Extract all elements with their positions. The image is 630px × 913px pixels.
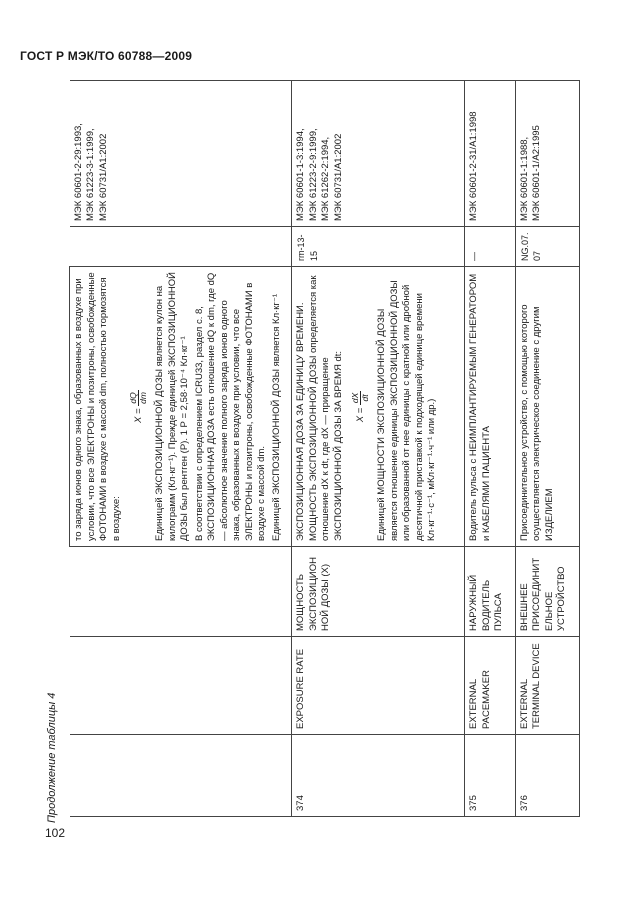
standard-ref: МЭК 60731/А1:2002 <box>97 133 109 221</box>
standard-ref: МЭК 60601-2-29:1993, <box>72 123 84 221</box>
formula-denominator: dm <box>138 392 148 404</box>
formula <box>351 272 370 541</box>
formula-denominator: dt <box>360 394 371 402</box>
definition-paragraph: В соответствии с определением ICRU33, раздел с. 8, ЭКСПОЗИЦИОННАЯ ДОЗА есть отношение dQ к dm, где dQ — абсолютное значение полного заряда ионов одного знака, образованных в воздухе при условии, что все ЭЛЕКТРОНЫ и позитроны, освобожденные ФОТОНАМИ в воздухе с массой dm. <box>193 272 267 541</box>
standard-ref: МЭК 61223-2-9:1999, <box>307 128 319 221</box>
term-definition <box>292 267 465 547</box>
standard-ref: МЭК 60601-2-31/А1:1998 <box>468 111 480 221</box>
term-reference: — <box>465 227 516 267</box>
term-standards <box>465 81 516 227</box>
terms-table <box>69 80 580 817</box>
term-definition <box>70 267 292 547</box>
term-reference: rm-13-15 <box>292 227 465 267</box>
document-header: ГОСТ Р МЭК/ТО 60788—2009 <box>20 49 193 63</box>
term-reference <box>70 227 292 267</box>
standard-ref: МЭК 60601-1:1988, <box>518 136 530 221</box>
table-row <box>70 81 292 817</box>
term-english <box>70 637 292 735</box>
formula-numerator: dQ <box>129 390 139 406</box>
definition-paragraph: Единицей ЭКСПОЗИЦИОННОЙ ДОЗЫ является кулон на килограмм (Кл·кг⁻¹). Прежде единицей ЭКСПОЗИЦИОННОЙ ДОЗЫ был рентген (Р). 1 Р = 2,58·10⁻⁴ Кл·кг⁻¹ <box>154 271 190 541</box>
standard-ref: МЭК 60601-1/А2:1995 <box>531 125 543 221</box>
standard-ref: МЭК 61262-2:1994, <box>320 136 332 221</box>
definition-paragraph: Единицей ЭКСПОЗИЦИОННОЙ ДОЗЫ является Кл·кг⁻¹ <box>270 293 282 541</box>
term-russian: НАРУЖНЫЙ ВОДИТЕЛЬ ПУЛЬСА <box>465 547 516 637</box>
rotated-table-frame <box>69 81 580 817</box>
term-english: EXTERNAL TERMINAL DEVICE <box>515 637 579 735</box>
term-standards <box>70 81 292 227</box>
definition-paragraph: ЭКСПОЗИЦИОННАЯ ДОЗА ЗА ЕДИНИЦУ ВРЕМЕНИ. МОЩНОСТЬ ЭКСПОЗИЦИОННОЙ ДОЗЫ определяется как отношение dX к dt, где dX — приращение ЭКСПОЗИЦИОННОЙ ДОЗЫ ЗА ВРЕМЯ dt: <box>295 275 344 541</box>
term-number <box>70 735 292 817</box>
standard-ref: МЭК 61223-3-1:1999, <box>85 128 96 221</box>
page-number: 102 <box>45 826 66 840</box>
term-number: 374 <box>292 735 465 817</box>
term-english: EXTERNAL PACEMAKER <box>465 637 516 735</box>
standard-ref: МЭК 60731/А1:2002 <box>332 133 344 221</box>
table-row <box>292 81 465 817</box>
table-row <box>515 81 579 817</box>
term-russian: МОЩНОСТЬ ЭКСПОЗИЦИОННОЙ ДОЗЫ (X) <box>292 547 465 637</box>
definition-paragraph: Присоединительное устройство, с помощью которого осуществляется электрическое соединение с другим ИЗДЕЛИЕМ <box>518 304 555 541</box>
definition-paragraph: Единицей МОЩНОСТИ ЭКСПОЗИЦИОННОЙ ДОЗЫ является отношение единицы ЭКСПОЗИЦИОННОЙ ДОЗЫ или образованной от нее единицы с кратной или дробной десятичной приставкой к подходящей единице времени Кл·кг⁻¹·с⁻¹, мКл·кг⁻¹·ч⁻¹ или др.) <box>376 280 438 541</box>
term-english: EXPOSURE RATE <box>292 637 465 735</box>
formula-numerator: dX <box>350 392 361 404</box>
term-reference: NG.07.07 <box>515 227 579 267</box>
term-standards <box>515 81 579 227</box>
term-number: 375 <box>465 735 516 817</box>
term-definition <box>515 267 579 547</box>
term-russian: ВНЕШНЕЕ ПРИСОЕДИНИТЕЛЬНОЕ УСТРОЙСТВО <box>515 547 579 637</box>
formula-fraction <box>129 390 148 406</box>
formula-fraction <box>351 391 370 405</box>
formula <box>129 272 148 541</box>
formula-lhs: X = <box>355 407 367 423</box>
term-definition <box>465 267 516 547</box>
term-standards <box>292 81 465 227</box>
definition-paragraph: то заряда ионов одного знака, образованных в воздухе при условии, что все ЭЛЕКТРОНЫ и позитроны, освобожденные ФОТОНАМИ в воздухе с массой dm, полностью тормозятся в воздухе: <box>73 272 122 541</box>
standard-ref: МЭК 60601-1-3:1994, <box>295 128 307 221</box>
formula-lhs: X = <box>133 408 145 423</box>
table-caption: Продолжение таблицы 4 <box>46 692 58 823</box>
definition-paragraph: Водитель пульса с НЕИМПЛАНТИРУЕМЫМ ГЕНЕРАТОРОМ и КАБЕЛЯМИ ПАЦИЕНТА <box>468 273 492 541</box>
table-row <box>465 81 516 817</box>
term-russian <box>70 547 292 637</box>
term-number: 376 <box>515 735 579 817</box>
